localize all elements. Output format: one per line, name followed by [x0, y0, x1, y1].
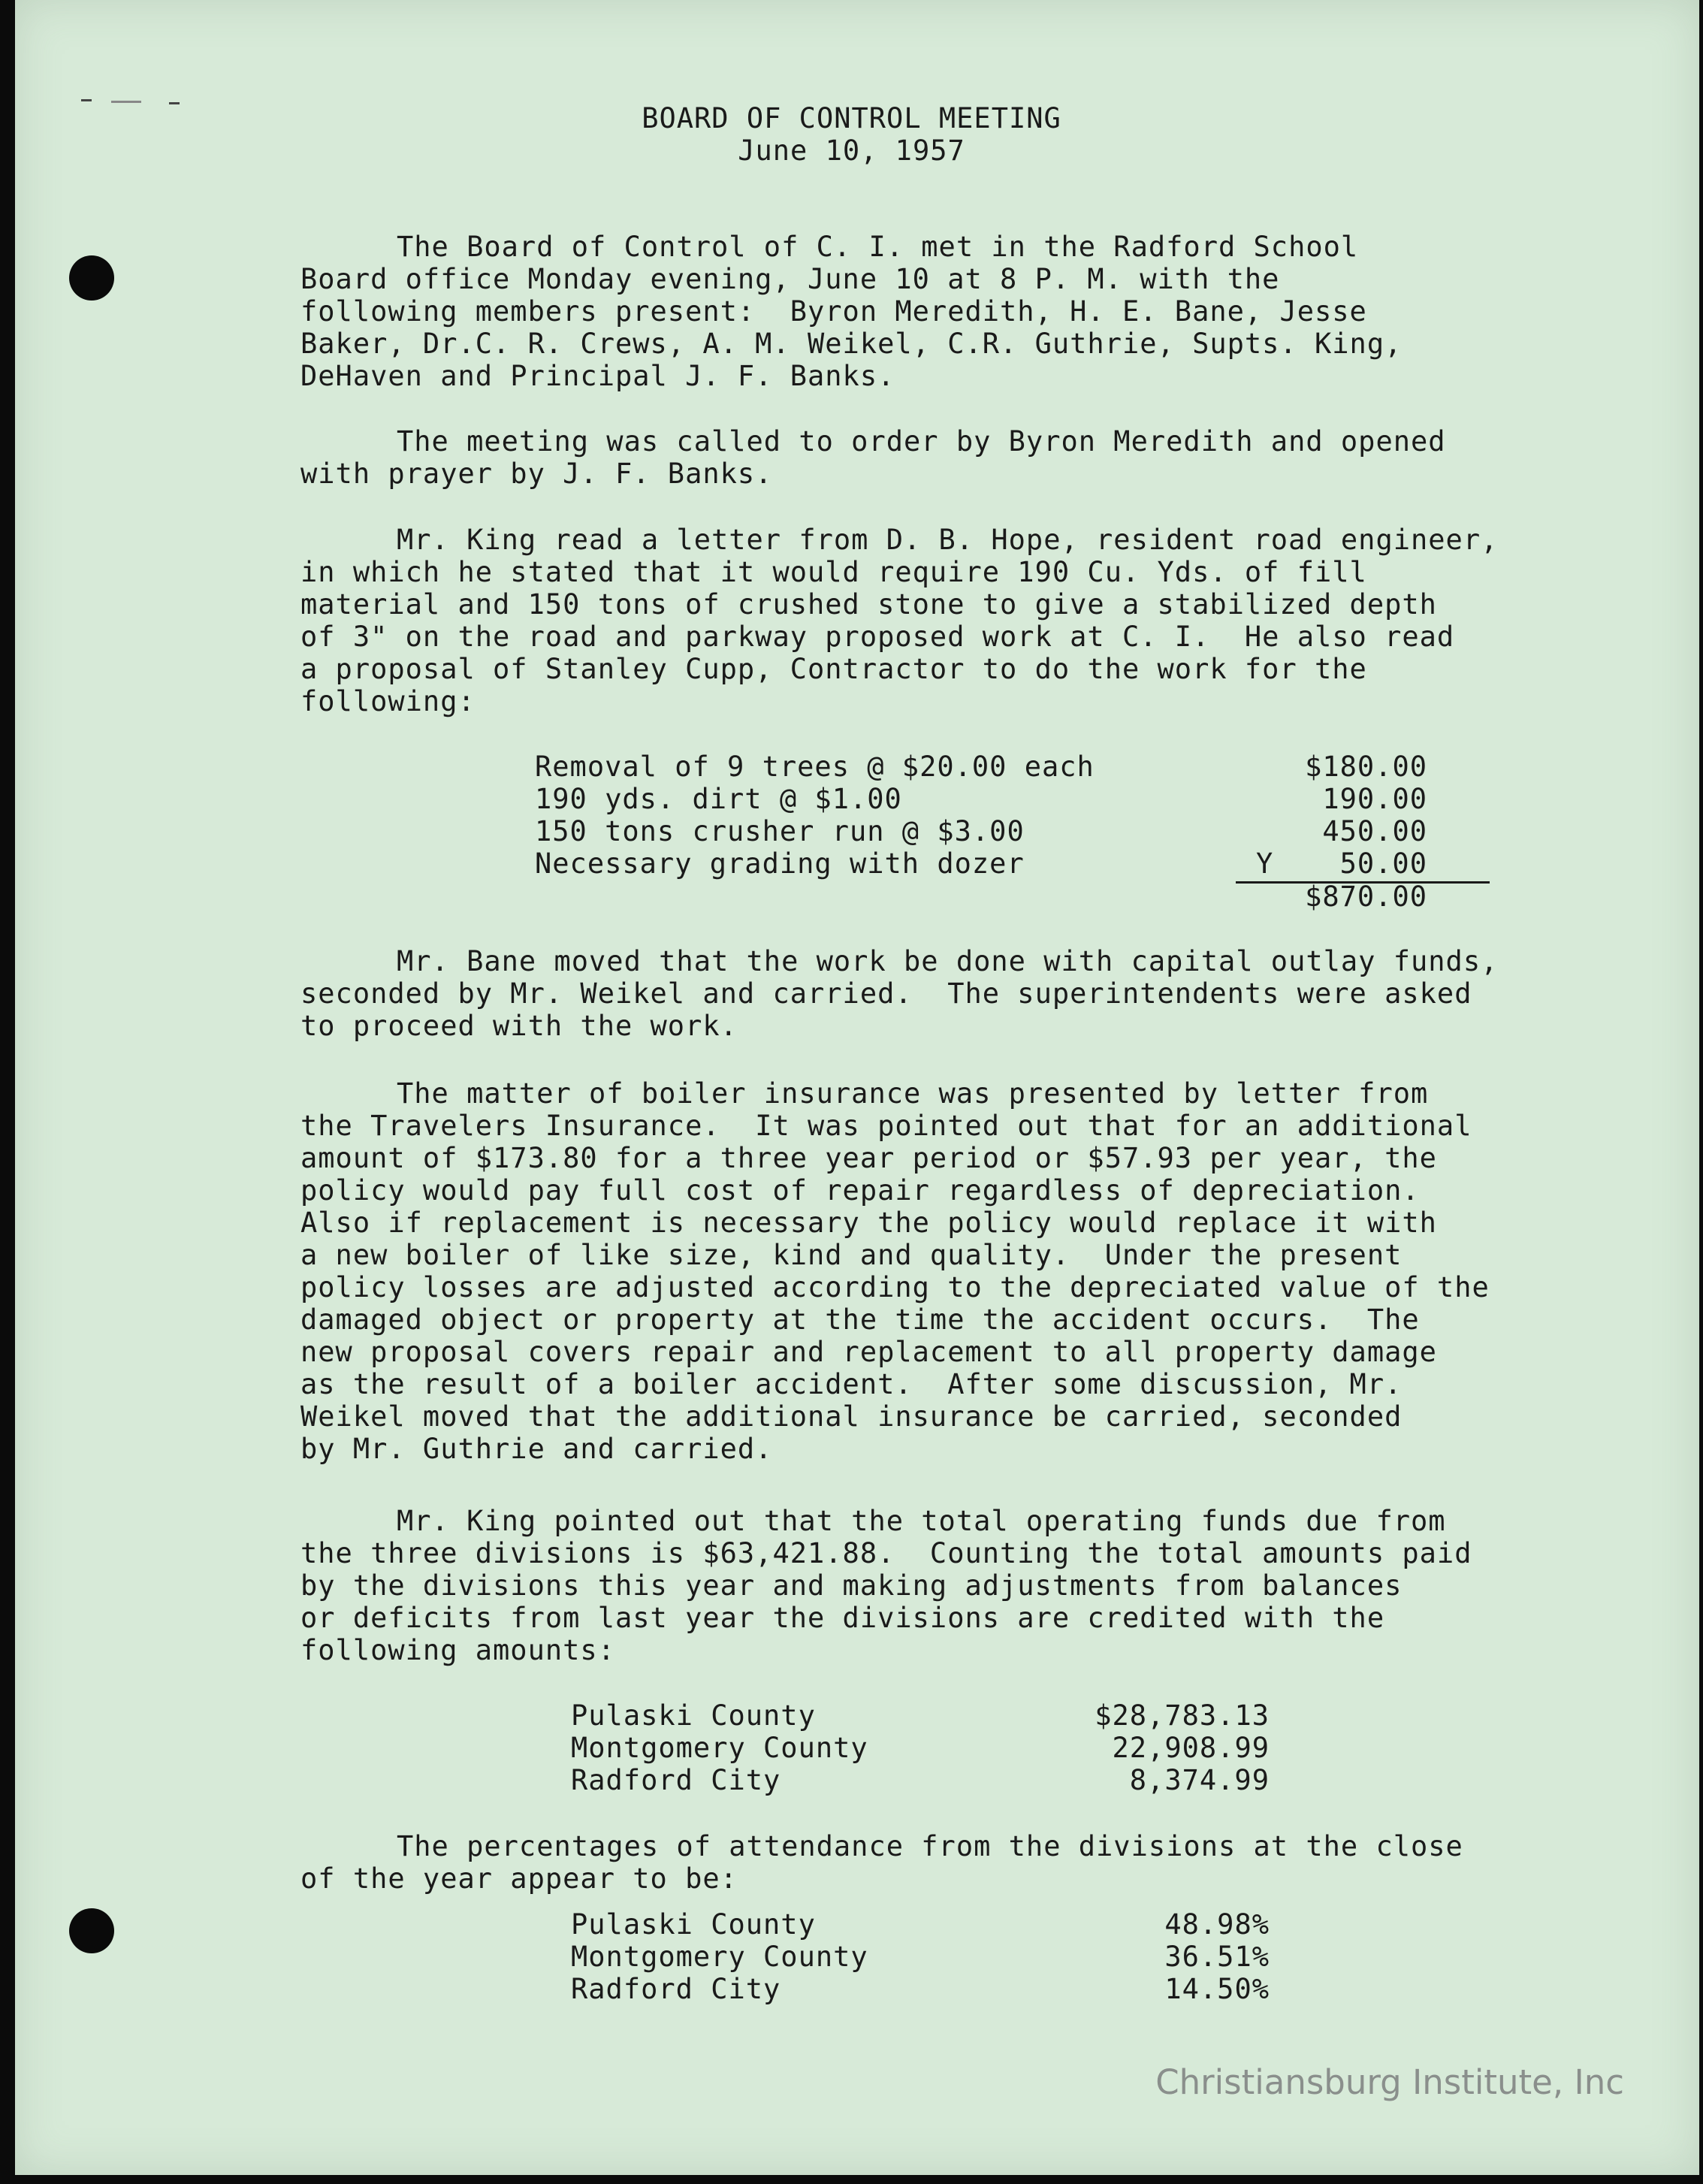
paragraph-line	[300, 1569, 1638, 1602]
line-text: The Board of Control of C. I. met in the Radford School	[397, 231, 1359, 263]
paragraph-line	[300, 685, 1638, 717]
paragraph-line	[300, 556, 1638, 588]
paragraph-line	[300, 1303, 1638, 1336]
paragraph-line	[300, 1830, 1638, 1862]
line-text: damaged object or property at the time the accident occurs. The	[300, 1303, 1420, 1336]
work-item-desc: 190 yds. dirt @ $1.00	[535, 783, 902, 815]
paragraph-line	[300, 1634, 1638, 1666]
attendance-percent: 14.50%	[1164, 1973, 1270, 2005]
line-text: seconded by Mr. Weikel and carried. The superintendents were asked	[300, 977, 1472, 1010]
work-item-desc: Removal of 9 trees @ $20.00 each	[535, 751, 1095, 783]
watermark: Christiansburg Institute, Inc	[1155, 2062, 1624, 2102]
paragraph-line	[300, 1207, 1638, 1239]
paragraph-line	[300, 588, 1638, 621]
line-text: of 3" on the road and parkway proposed work at C. I. He also read	[300, 621, 1455, 653]
line-text: The matter of boiler insurance was presented by letter from	[397, 1077, 1429, 1110]
paragraph-line	[300, 1239, 1638, 1271]
line-text: the three divisions is $63,421.88. Counting the total amounts paid	[300, 1537, 1472, 1569]
paragraph-line	[300, 1174, 1638, 1207]
paragraph-line	[300, 263, 1638, 295]
paragraph-line	[300, 231, 1638, 263]
line-text: Mr. King read a letter from D. B. Hope, resident road engineer,	[397, 524, 1499, 556]
paragraph-line	[300, 1336, 1638, 1368]
work-item-amount: $180.00	[1305, 751, 1427, 783]
line-text: Weikel moved that the additional insurance be carried, seconded	[300, 1400, 1403, 1433]
line-text: material and 150 tons of crushed stone to give a stabilized depth	[300, 588, 1437, 621]
work-item-desc: Necessary grading with dozer	[535, 847, 1025, 880]
line-text: amount of $173.80 for a three year period or $57.93 per year, the	[300, 1142, 1437, 1174]
paragraph-line	[300, 1602, 1638, 1634]
paragraph-line	[300, 295, 1638, 328]
attendance-percent: 48.98%	[1164, 1908, 1270, 1941]
paragraph-line	[300, 1433, 1638, 1465]
work-item-desc: 150 tons crusher run @ $3.00	[535, 815, 1025, 847]
paragraph-line	[300, 360, 1638, 392]
line-text: by the divisions this year and making adjustments from balances	[300, 1569, 1403, 1602]
paragraph-attendance	[300, 231, 1638, 392]
line-text: or deficits from last year the divisions are credited with the	[300, 1602, 1385, 1634]
line-text: a proposal of Stanley Cupp, Contractor to do the work for the	[300, 653, 1367, 685]
line-text: of the year appear to be:	[300, 1862, 738, 1895]
paragraph-line	[300, 458, 1638, 490]
line-text: in which he stated that it would require 190 Cu. Yds. of fill	[300, 556, 1367, 588]
paragraph-line	[300, 1505, 1638, 1537]
line-text: The meeting was called to order by Byron Meredith and opened	[397, 425, 1446, 458]
paragraph-line	[300, 1400, 1638, 1433]
paragraph-line	[300, 1537, 1638, 1569]
paragraph-line	[300, 1010, 1638, 1042]
credit-division: Pulaski County	[571, 1699, 816, 1732]
paragraph-call-to-order	[300, 425, 1638, 490]
attendance-division: Radford City	[571, 1973, 781, 2005]
credit-division: Montgomery County	[571, 1732, 868, 1764]
line-text: The percentages of attendance from the divisions at the close	[397, 1830, 1463, 1862]
attendance-division: Montgomery County	[571, 1941, 868, 1973]
credit-division: Radford City	[571, 1764, 781, 1796]
work-item-amount: 50.00	[1339, 847, 1427, 880]
document-date: June 10, 1957	[738, 134, 965, 167]
document-title: BOARD OF CONTROL MEETING	[642, 102, 1061, 134]
line-text: policy would pay full cost of repair regardless of depreciation.	[300, 1174, 1420, 1207]
paragraph-operating-funds	[300, 1505, 1638, 1666]
paragraph-line	[300, 524, 1638, 556]
paragraph-line	[300, 621, 1638, 653]
paragraph-line	[300, 328, 1638, 360]
paragraph-line	[300, 1142, 1638, 1174]
paragraph-line	[300, 1271, 1638, 1303]
paragraph-motion-work	[300, 945, 1638, 1042]
paragraph-line	[300, 425, 1638, 458]
paragraph-line	[300, 1077, 1638, 1110]
line-text: a new boiler of like size, kind and quality. Under the present	[300, 1239, 1403, 1271]
attendance-percent: 36.51%	[1164, 1941, 1270, 1973]
check-mark: Y	[1256, 847, 1274, 880]
line-text: new proposal covers repair and replacement to all property damage	[300, 1336, 1437, 1368]
line-text: following members present: Byron Meredith, H. E. Bane, Jesse	[300, 295, 1367, 328]
work-item-amount: 190.00	[1322, 783, 1427, 815]
line-text: policy losses are adjusted according to the depreciated value of the	[300, 1271, 1490, 1303]
line-text: following amounts:	[300, 1634, 615, 1666]
attendance-division: Pulaski County	[571, 1908, 816, 1941]
work-item-amount: 450.00	[1322, 815, 1427, 847]
credit-amount: 8,374.99	[1129, 1764, 1270, 1796]
line-text: DeHaven and Principal J. F. Banks.	[300, 360, 895, 392]
paragraph-line	[300, 977, 1638, 1010]
line-text: by Mr. Guthrie and carried.	[300, 1433, 773, 1465]
paragraph-road-proposal	[300, 524, 1638, 717]
line-text: Board office Monday evening, June 10 at 8 P. M. with the	[300, 263, 1280, 295]
line-text: Mr. King pointed out that the total operating funds due from	[397, 1505, 1446, 1537]
paragraph-line	[300, 653, 1638, 685]
line-text: the Travelers Insurance. It was pointed out that for an additional	[300, 1110, 1472, 1142]
line-text: Also if replacement is necessary the policy would replace it with	[300, 1207, 1437, 1239]
paragraph-line	[300, 1862, 1638, 1895]
line-text: following:	[300, 685, 476, 717]
paragraph-boiler-insurance	[300, 1077, 1638, 1465]
credit-amount: $28,783.13	[1095, 1699, 1270, 1732]
line-text: Baker, Dr.C. R. Crews, A. M. Weikel, C.R. Guthrie, Supts. King,	[300, 328, 1403, 360]
paragraph-attendance-percentages	[300, 1830, 1638, 1895]
line-text: to proceed with the work.	[300, 1010, 738, 1042]
paragraph-line	[300, 1110, 1638, 1142]
paragraph-line	[300, 1368, 1638, 1400]
line-text: with prayer by J. F. Banks.	[300, 458, 773, 490]
credit-amount: 22,908.99	[1112, 1732, 1270, 1764]
paragraph-line	[300, 945, 1638, 977]
line-text: Mr. Bane moved that the work be done with capital outlay funds,	[397, 945, 1499, 977]
work-total: $870.00	[1305, 881, 1427, 913]
line-text: as the result of a boiler accident. After some discussion, Mr.	[300, 1368, 1403, 1400]
